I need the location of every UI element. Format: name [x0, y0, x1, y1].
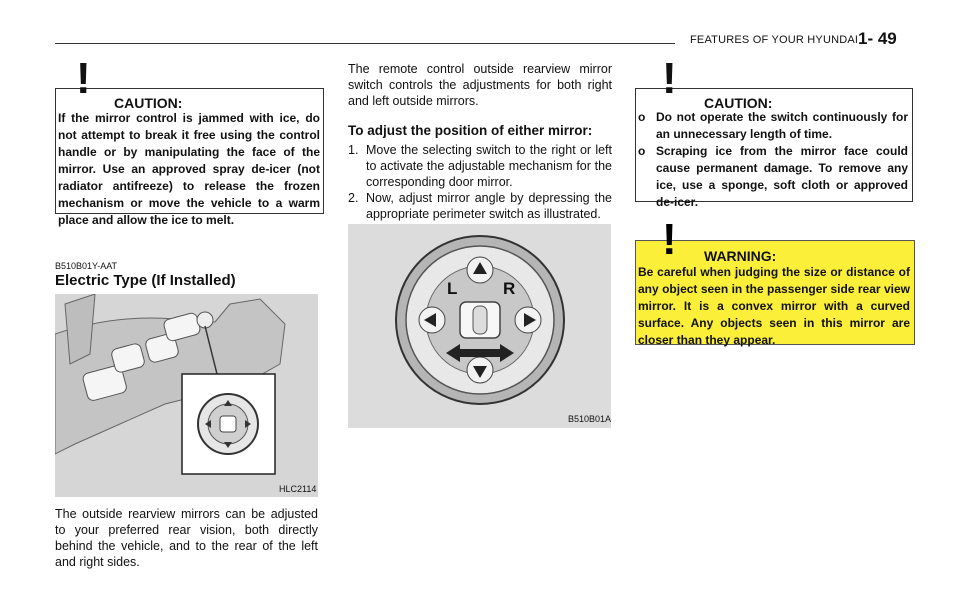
caution-title: CAUTION:: [114, 95, 183, 111]
warning-title: WARNING:: [704, 248, 777, 264]
electric-body-text: The outside rearview mirrors can be adjusted to your preferred rear vision, both directly behind the vehicle, and to the rear of the left and right sides.: [55, 507, 318, 569]
section-heading: Electric Type (If Installed): [55, 272, 236, 289]
list-item: [638, 109, 908, 143]
intro-text: The remote control outside rearview mirror switch controls the adjustments for both right and left outside mirrors.: [348, 62, 612, 108]
bullet-marker: o: [638, 110, 646, 124]
exclamation-icon: !: [662, 54, 677, 103]
warning-box: [635, 215, 915, 347]
section-code: B510B01Y-AAT: [55, 261, 118, 271]
figure-caption: B510B01A: [568, 414, 612, 424]
steps-heading: To adjust the position of either mirror:: [348, 123, 593, 138]
step-marker: 2.: [348, 191, 359, 205]
bullet-text: Do not operate the switch continuously for an unnecessary length of time.: [656, 110, 908, 141]
caution-text: If the mirror control is jammed with ice, do not attempt to break it free using the control handle or by manipulating the face of the mirror. Use an approved spray de-icer (not radiator antifreeze) to release the frozen mechanism or move the vehicle to a warm place and allow the ice to melt.: [58, 111, 320, 227]
switch-label-right: R: [503, 279, 516, 298]
warning-text: Be careful when judging the size or distance of any object seen in the passenger side rear view mirror. It is a convex mirror with a curved surface. Any objects seen in this mirror are closer than they appear.: [638, 265, 910, 347]
exclamation-icon: !: [76, 54, 91, 103]
caution-list: [638, 109, 908, 211]
page-number: 1- 49: [858, 29, 897, 48]
step-marker: 1.: [348, 143, 359, 157]
switch-label-left: L: [447, 279, 458, 298]
mirror-switch-drawing: [348, 224, 611, 428]
header-rule: [55, 43, 675, 44]
door-panel-drawing: [55, 294, 318, 497]
caution-title: CAUTION:: [704, 95, 773, 111]
bullet-marker: o: [638, 144, 646, 158]
caution-box-left: [55, 54, 324, 227]
step-text: Move the selecting switch to the right or left to activate the adjustable mechanism for the corresponding door mirror.: [366, 143, 612, 189]
figure-caption: HLC2114: [279, 484, 317, 494]
steps-list: [348, 142, 612, 222]
section-title: FEATURES OF YOUR HYUNDAI: [690, 34, 859, 46]
list-item: [348, 190, 612, 222]
list-item: [348, 142, 612, 190]
mirror-switch-illustration: [348, 224, 611, 428]
step-text: Now, adjust mirror angle by depressing the appropriate perimeter switch as illustrated.: [366, 191, 612, 221]
door-panel-illustration: [55, 294, 318, 497]
exclamation-icon: !: [662, 215, 677, 264]
bullet-text: Scraping ice from the mirror face could cause permanent damage. To remove any ice, use a sponge, soft cloth or approved de-icer.: [656, 144, 908, 209]
caution-box-right: [635, 54, 913, 209]
list-item: [638, 143, 908, 211]
